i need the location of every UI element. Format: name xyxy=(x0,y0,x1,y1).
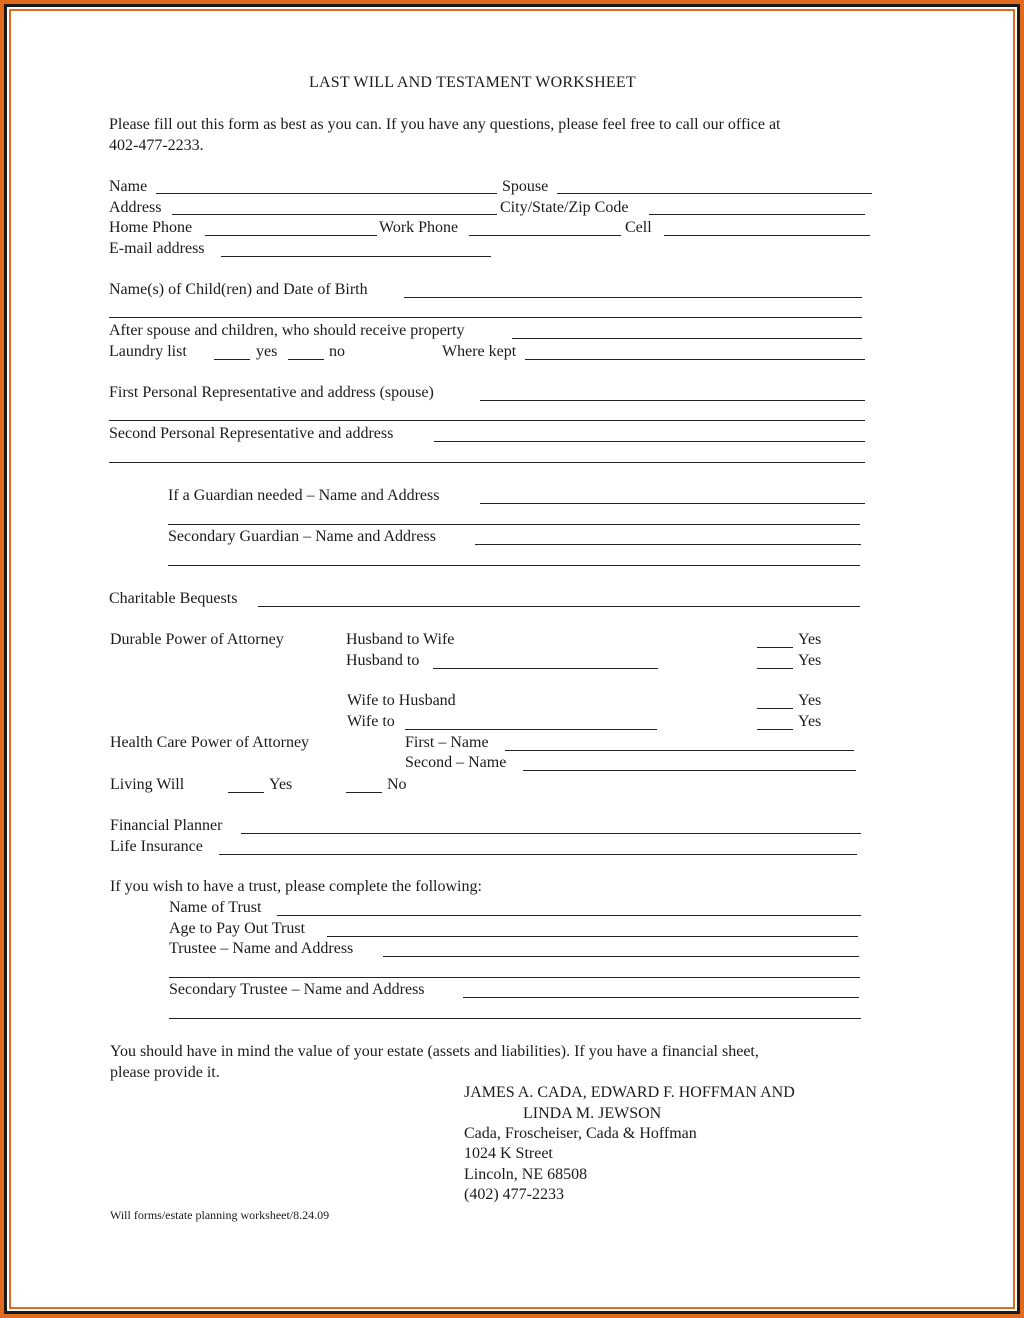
work-phone-label: Work Phone xyxy=(379,219,459,236)
after-spouse-field[interactable] xyxy=(512,338,862,339)
laundry-no-blank[interactable] xyxy=(288,359,324,360)
guardian-field-line-2[interactable] xyxy=(168,524,860,525)
trust-name-label: Name of Trust xyxy=(169,899,262,916)
wife-to-yes-label: Yes xyxy=(798,713,822,730)
living-will-label: Living Will xyxy=(110,776,185,793)
husband-to-wife-yes-blank[interactable] xyxy=(757,647,793,648)
life-insurance-label: Life Insurance xyxy=(110,838,203,855)
children-field[interactable] xyxy=(404,297,862,298)
address-label: Address xyxy=(109,199,162,216)
name-field[interactable] xyxy=(156,193,497,194)
document-footer: Will forms/estate planning worksheet/8.24.09 xyxy=(110,1208,330,1222)
wife-to-husband-yes-label: Yes xyxy=(798,692,822,709)
first-rep-label: First Personal Representative and address (spouse) xyxy=(109,384,434,401)
trustee-field-line-2[interactable] xyxy=(169,977,860,978)
after-spouse-label: After spouse and children, who should receive property xyxy=(109,322,465,339)
dpoa-label: Durable Power of Attorney xyxy=(110,631,284,648)
home-phone-label: Home Phone xyxy=(109,219,193,236)
firm-street: 1024 K Street xyxy=(464,1145,553,1162)
living-will-no-label: No xyxy=(387,776,407,793)
where-kept-label: Where kept xyxy=(442,343,517,360)
husband-to-yes-blank[interactable] xyxy=(757,668,793,669)
trust-age-field[interactable] xyxy=(327,936,858,937)
life-insurance-field[interactable] xyxy=(219,854,857,855)
trust-name-field[interactable] xyxy=(277,915,861,916)
trustee-label: Trustee – Name and Address xyxy=(169,940,354,957)
email-field[interactable] xyxy=(221,256,491,257)
estate-note-line-1: You should have in mind the value of your estate (assets and liabilities). If you have a financial sheet, xyxy=(110,1043,759,1060)
second-rep-field-line-2[interactable] xyxy=(109,462,865,463)
children-label: Name(s) of Child(ren) and Date of Birth xyxy=(109,281,368,298)
trust-intro: If you wish to have a trust, please complete the following: xyxy=(110,878,482,895)
secondary-guardian-field[interactable] xyxy=(475,544,861,545)
guardian-label: If a Guardian needed – Name and Address xyxy=(168,487,440,504)
intro-line-2: 402-477-2233. xyxy=(109,137,204,154)
laundry-list-label: Laundry list xyxy=(109,343,187,360)
trust-age-label: Age to Pay Out Trust xyxy=(169,920,306,937)
where-kept-field[interactable] xyxy=(525,359,865,360)
wife-to-husband-label: Wife to Husband xyxy=(347,692,456,709)
living-will-yes-blank[interactable] xyxy=(228,792,264,793)
city-state-zip-field[interactable] xyxy=(649,214,865,215)
second-rep-field[interactable] xyxy=(434,441,865,442)
firm-phone: (402) 477-2233 xyxy=(464,1186,564,1203)
secondary-guardian-field-line-2[interactable] xyxy=(168,565,860,566)
secondary-trustee-field-line-2[interactable] xyxy=(169,1018,861,1019)
laundry-yes-blank[interactable] xyxy=(214,359,250,360)
husband-to-field[interactable] xyxy=(433,668,658,669)
secondary-trustee-label: Secondary Trustee – Name and Address xyxy=(169,981,425,998)
hcpoa-label: Health Care Power of Attorney xyxy=(110,734,310,751)
first-rep-field-line-2[interactable] xyxy=(109,420,865,421)
living-will-yes-label: Yes xyxy=(269,776,293,793)
laundry-no-label: no xyxy=(329,343,345,360)
charitable-label: Charitable Bequests xyxy=(109,590,238,607)
husband-to-label: Husband to xyxy=(346,652,420,669)
email-label: E-mail address xyxy=(109,240,205,257)
address-field[interactable] xyxy=(172,214,497,215)
hcpoa-second-field[interactable] xyxy=(523,770,856,771)
husband-to-yes-label: Yes xyxy=(798,652,822,669)
husband-to-wife-yes-label: Yes xyxy=(798,631,822,648)
wife-to-yes-blank[interactable] xyxy=(757,729,793,730)
hcpoa-first-label: First – Name xyxy=(405,734,489,751)
home-phone-field[interactable] xyxy=(205,235,377,236)
wife-to-husband-yes-blank[interactable] xyxy=(757,708,793,709)
cell-field[interactable] xyxy=(664,235,870,236)
hcpoa-second-label: Second – Name xyxy=(405,754,507,771)
charitable-field[interactable] xyxy=(258,606,860,607)
firm-name: Cada, Froscheiser, Cada & Hoffman xyxy=(464,1125,697,1142)
second-rep-label: Second Personal Representative and address xyxy=(109,425,394,442)
firm-partners-line-1: JAMES A. CADA, EDWARD F. HOFFMAN AND xyxy=(464,1084,795,1101)
hcpoa-first-field[interactable] xyxy=(505,750,854,751)
secondary-guardian-label: Secondary Guardian – Name and Address xyxy=(168,528,436,545)
work-phone-field[interactable] xyxy=(469,235,621,236)
estate-note-line-2: please provide it. xyxy=(110,1064,220,1081)
spouse-field[interactable] xyxy=(557,193,872,194)
name-label: Name xyxy=(109,178,148,195)
husband-to-wife-label: Husband to Wife xyxy=(346,631,455,648)
city-state-zip-label: City/State/Zip Code xyxy=(500,199,629,216)
cell-label: Cell xyxy=(625,219,652,236)
wife-to-label: Wife to xyxy=(347,713,395,730)
intro-line-1: Please fill out this form as best as you can. If you have any questions, please feel free to call our office at xyxy=(109,116,781,133)
first-rep-field[interactable] xyxy=(480,400,865,401)
guardian-field[interactable] xyxy=(480,503,865,504)
living-will-no-blank[interactable] xyxy=(346,792,382,793)
financial-planner-label: Financial Planner xyxy=(110,817,223,834)
firm-city: Lincoln, NE 68508 xyxy=(464,1166,588,1183)
spouse-label: Spouse xyxy=(502,178,549,195)
laundry-yes-label: yes xyxy=(256,343,278,360)
page-title: LAST WILL AND TESTAMENT WORKSHEET xyxy=(309,74,636,91)
children-field-line-2[interactable] xyxy=(109,317,862,318)
trustee-field[interactable] xyxy=(383,956,859,957)
financial-planner-field[interactable] xyxy=(241,833,861,834)
wife-to-field[interactable] xyxy=(405,729,657,730)
firm-partners-line-2: LINDA M. JEWSON xyxy=(523,1105,662,1122)
secondary-trustee-field[interactable] xyxy=(463,997,859,998)
